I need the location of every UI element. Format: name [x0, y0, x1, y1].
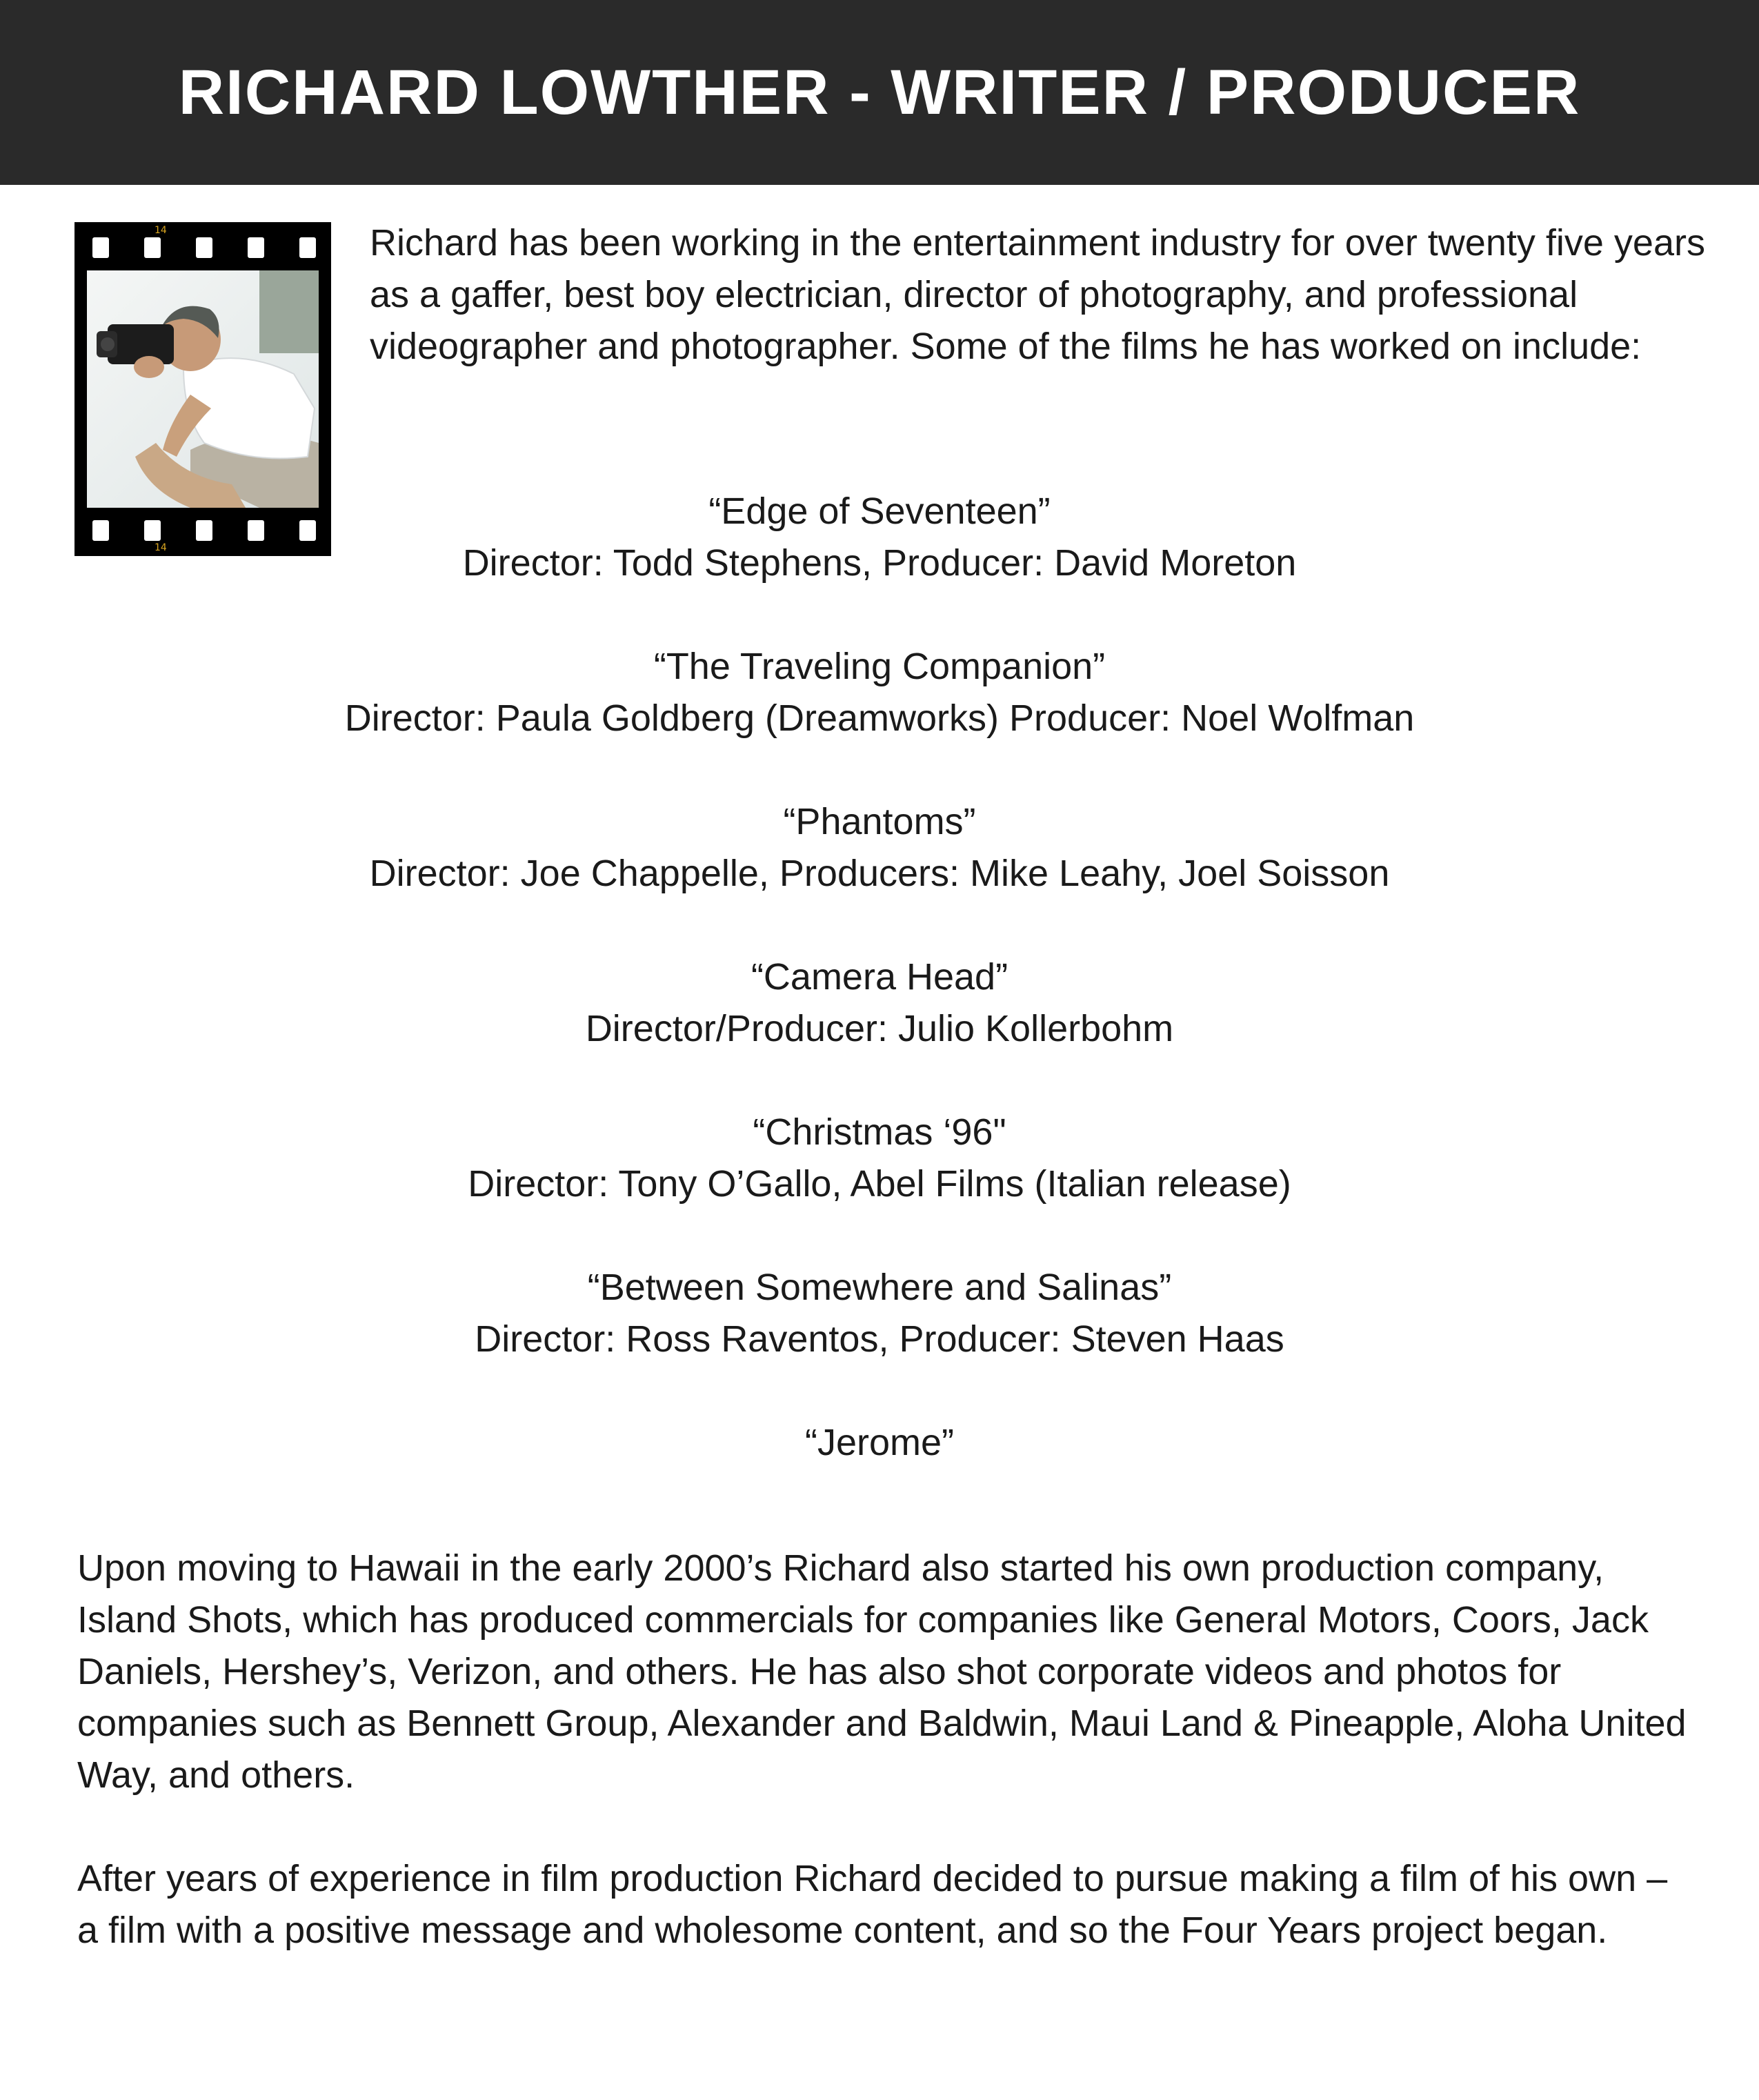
frame-number-top: 14	[155, 225, 167, 236]
page-header	[0, 0, 1759, 185]
frame-number-bottom: 14	[155, 542, 167, 553]
film-entry	[0, 1107, 1759, 1210]
film-credits: Director: Paula Goldberg (Dreamworks) Producer: Noel Wolfman	[344, 697, 1415, 739]
film-credits: Director/Producer: Julio Kollerbohm	[585, 1008, 1174, 1049]
four-years-paragraph: After years of experience in film production Richard decided to pursue making a film of his own – a film with a positive message and wholesome content, and so the Four Years project began.	[77, 1858, 1668, 1951]
film-title: “Camera Head”	[751, 956, 1008, 998]
photographer-photo	[87, 270, 319, 508]
film-title: “Phantoms”	[783, 801, 976, 842]
film-entry	[0, 486, 1759, 589]
photographer-icon	[87, 270, 319, 508]
film-title: “Edge of Seventeen”	[708, 491, 1051, 532]
film-title: “Christmas ‘96"	[753, 1111, 1006, 1153]
film-title: “The Traveling Companion”	[653, 646, 1106, 687]
film-entry	[0, 796, 1759, 900]
film-credits: Director: Tony O’Gallo, Abel Films (Italian release)	[468, 1163, 1291, 1205]
film-title: “Jerome”	[804, 1422, 955, 1463]
film-list	[0, 486, 1759, 1469]
film-entry	[0, 1417, 1759, 1469]
film-credits: Director: Todd Stephens, Producer: David Moreton	[462, 542, 1297, 584]
film-entry	[0, 951, 1759, 1055]
film-credits: Director: Ross Raventos, Producer: Steven Haas	[475, 1318, 1284, 1360]
page-title: RICHARD LOWTHER - WRITER / PRODUCER	[178, 57, 1581, 128]
film-credits: Director: Joe Chappelle, Producers: Mike Leahy, Joel Soisson	[369, 853, 1390, 894]
film-entry	[0, 641, 1759, 744]
sprocket-holes-top	[92, 237, 316, 258]
intro-paragraph: Richard has been working in the entertainment industry for over twenty five years as a gaffer, best boy electrician, director of photography, and professional videographer and photographer. Some of the films he has worked on include:	[370, 222, 1705, 367]
production-company-paragraph: Upon moving to Hawaii in the early 2000’s Richard also started his own production company, Island Shots, which has produced commercials for companies like General Motors, Coors, Jack Daniels, Hershey’s, Verizon, and others. He has also shot corporate videos and photos for companies such as Bennett Group, Alexander and Baldwin, Maui Land & Pineapple, Aloha United Way, and others.	[77, 1547, 1687, 1796]
film-entry	[0, 1262, 1759, 1365]
film-title: “Between Somewhere and Salinas”	[587, 1267, 1172, 1308]
